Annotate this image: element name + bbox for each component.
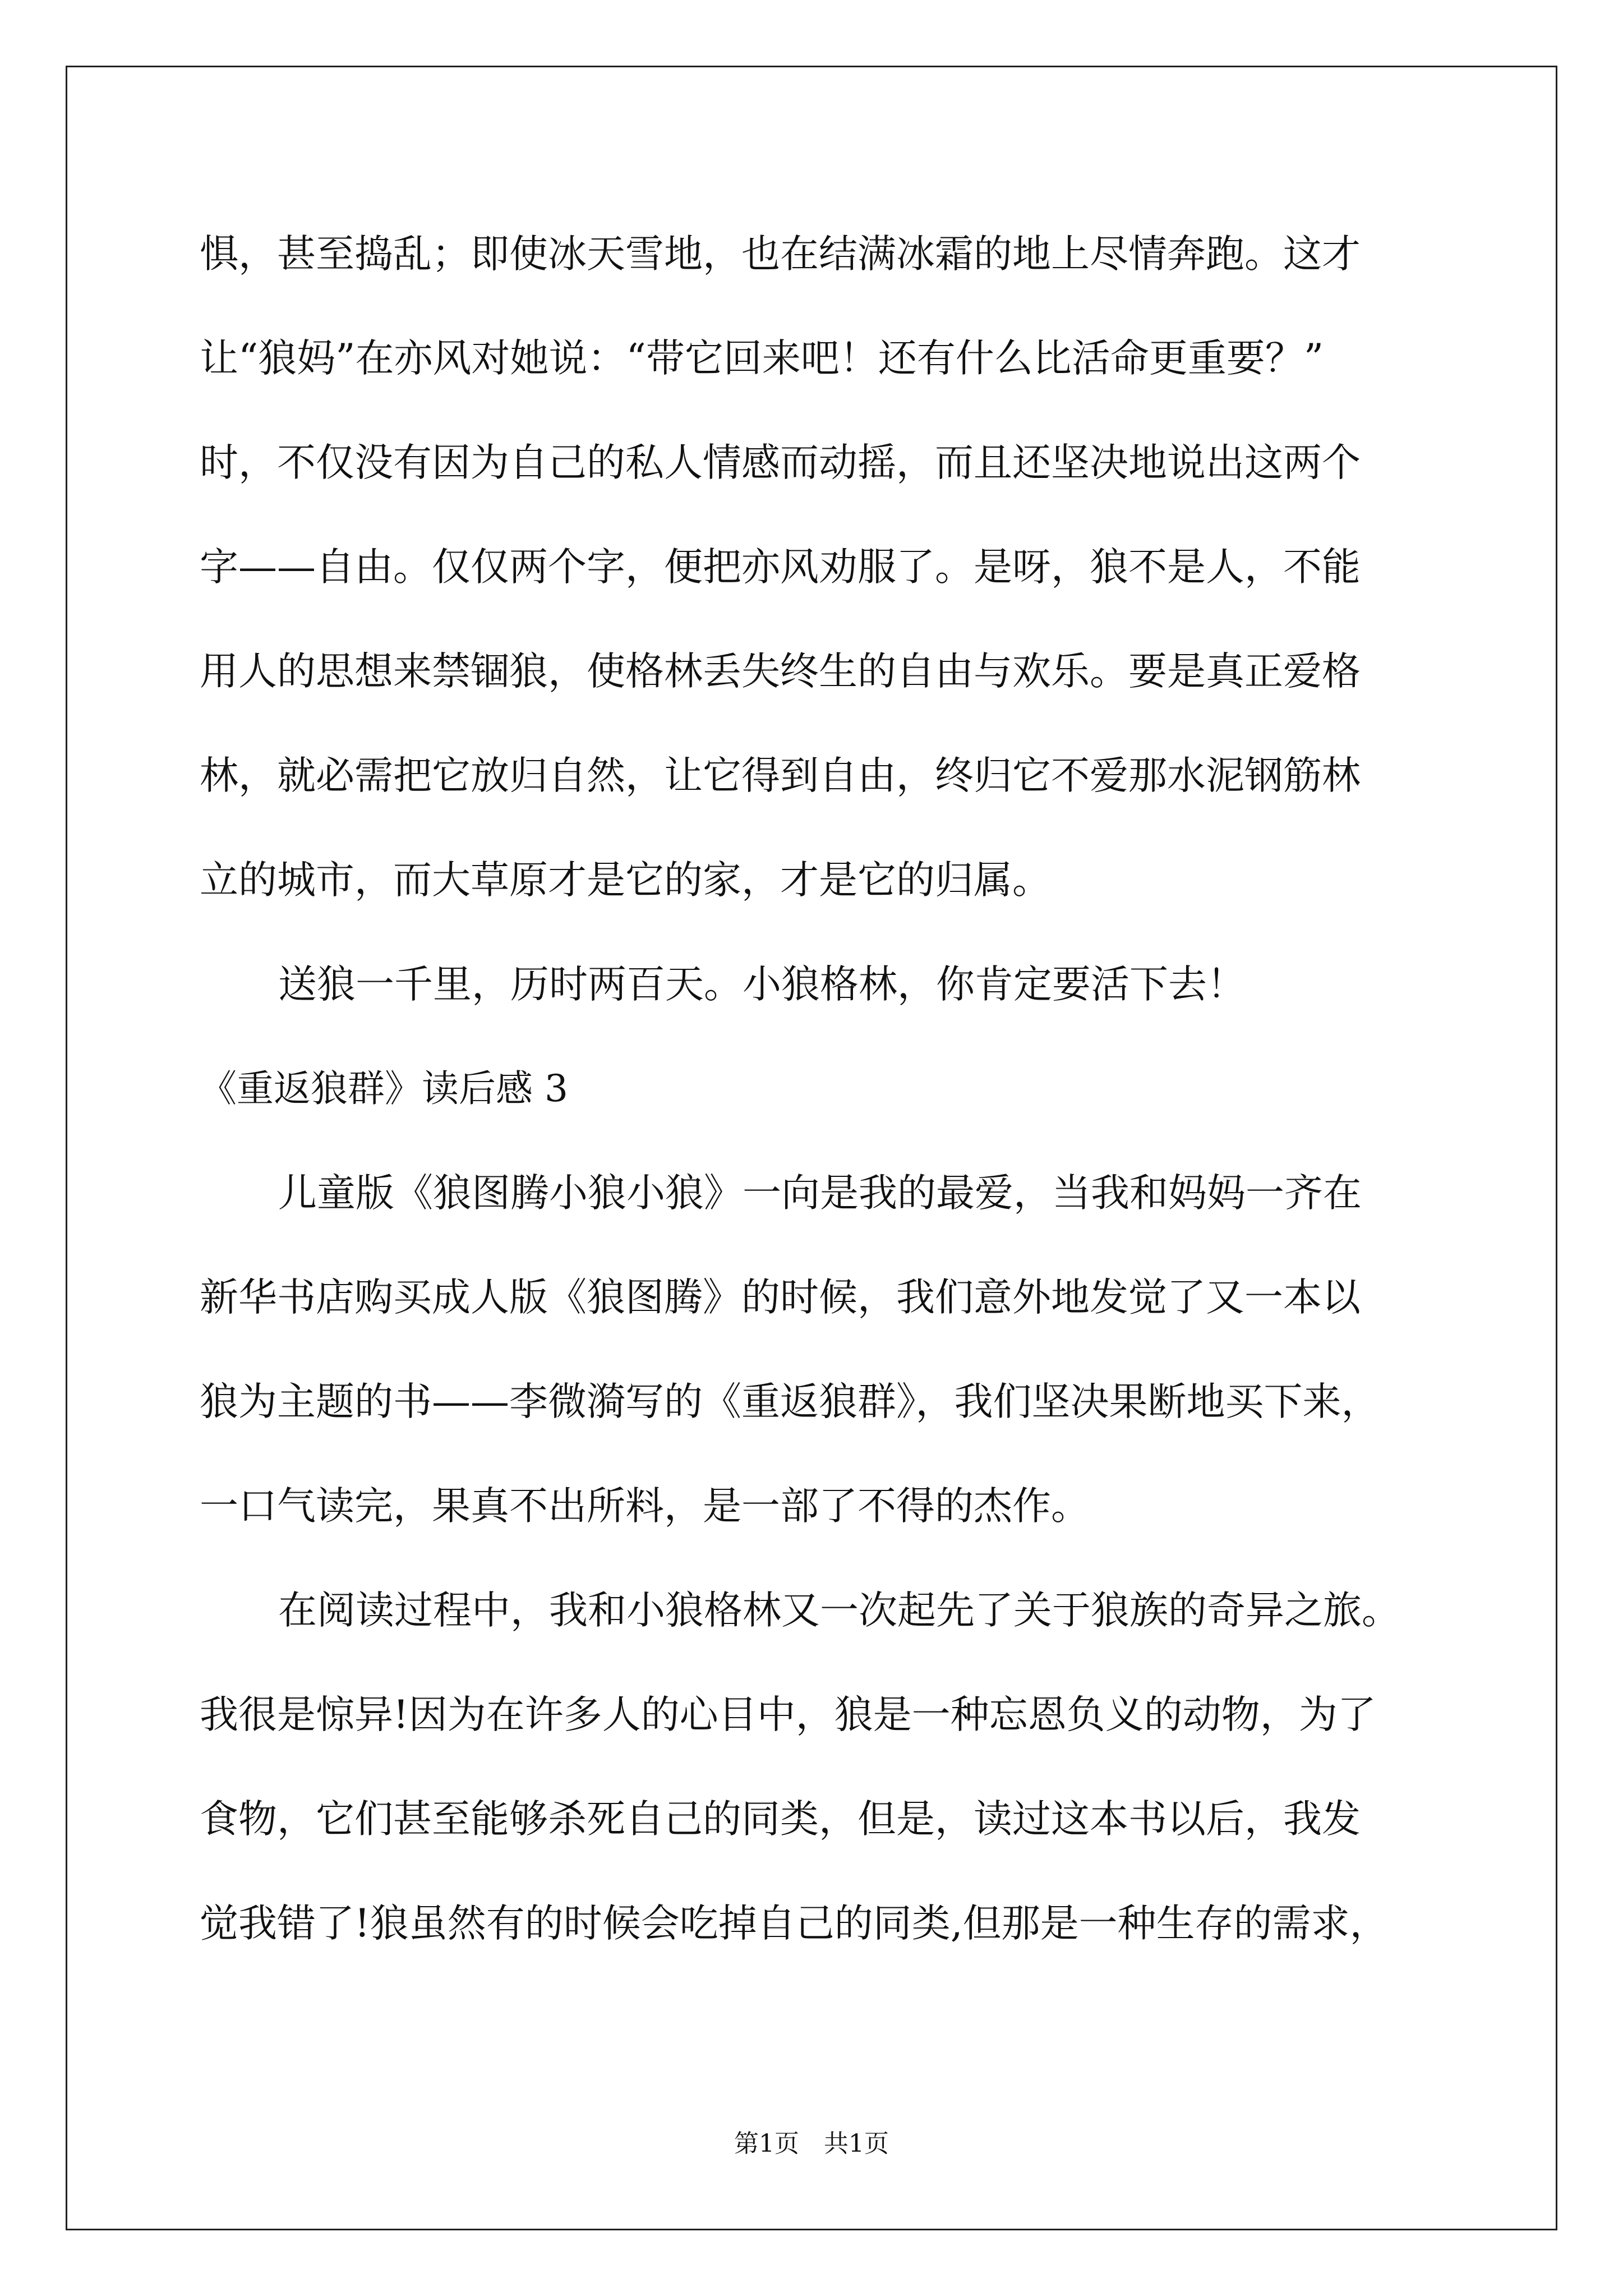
text-line: 一口气读完，果真不出所料，是一部了不得的杰作。 [200,1484,1090,1529]
document-body [200,202,1433,1976]
text-line: 字——自由。仅仅两个字，便把亦风劝服了。是呀，狼不是人，不能 [200,545,1361,590]
text-line: 立的城市，而大草原才是它的家，才是它的归属。 [200,858,1051,903]
paragraph-first-line: 送狼一千里，历时两百天。小狼格林，你肯定要活下去！ [278,962,1246,1007]
section-heading: 《重返狼群》读后感 3 [200,1067,568,1110]
text-line: 狼为主题的书——李微漪写的《重返狼群》，我们坚决果断地买下来， [200,1379,1380,1424]
text-line: 用人的思想来禁锢狼，使格林丢失终生的自由与欢乐。要是真正爱格 [200,649,1361,694]
text-line: 时，不仅没有因为自己的私人情感而动摇，而且还坚决地说出这两个 [200,440,1361,485]
paragraph-first-line: 儿童版《狼图腾小狼小狼》一向是我的最爱，当我和妈妈一齐在 [278,1171,1362,1216]
text-line: 林，就必需把它放归自然，让它得到自由，终归它不爱那水泥钢筋林 [200,753,1361,798]
text-line: 我很是惊异!因为在许多人的心目中，狼是一种忘恩负义的动物，为了 [200,1692,1376,1737]
paragraph-first-line: 在阅读过程中，我和小狼格林又一次起先了关于狼族的奇异之旅。 [278,1588,1400,1633]
page-footer: 第1页 共1页 [734,2129,889,2158]
text-line: 食物，它们甚至能够杀死自己的同类，但是，读过这本书以后，我发 [200,1797,1361,1842]
text-line: 让“狼妈”在亦风对她说：“带它回来吧！还有什么比活命更重要？” [200,336,1324,381]
text-line: 觉我错了!狼虽然有的时候会吃掉自己的同类,但那是一种生存的需求， [200,1901,1389,1946]
text-line: 新华书店购买成人版《狼图腾》的时候，我们意外地发觉了又一本以 [200,1275,1361,1320]
text-line: 惧，甚至捣乱；即使冰天雪地，也在结满冰霜的地上尽情奔跑。这才 [200,232,1361,277]
